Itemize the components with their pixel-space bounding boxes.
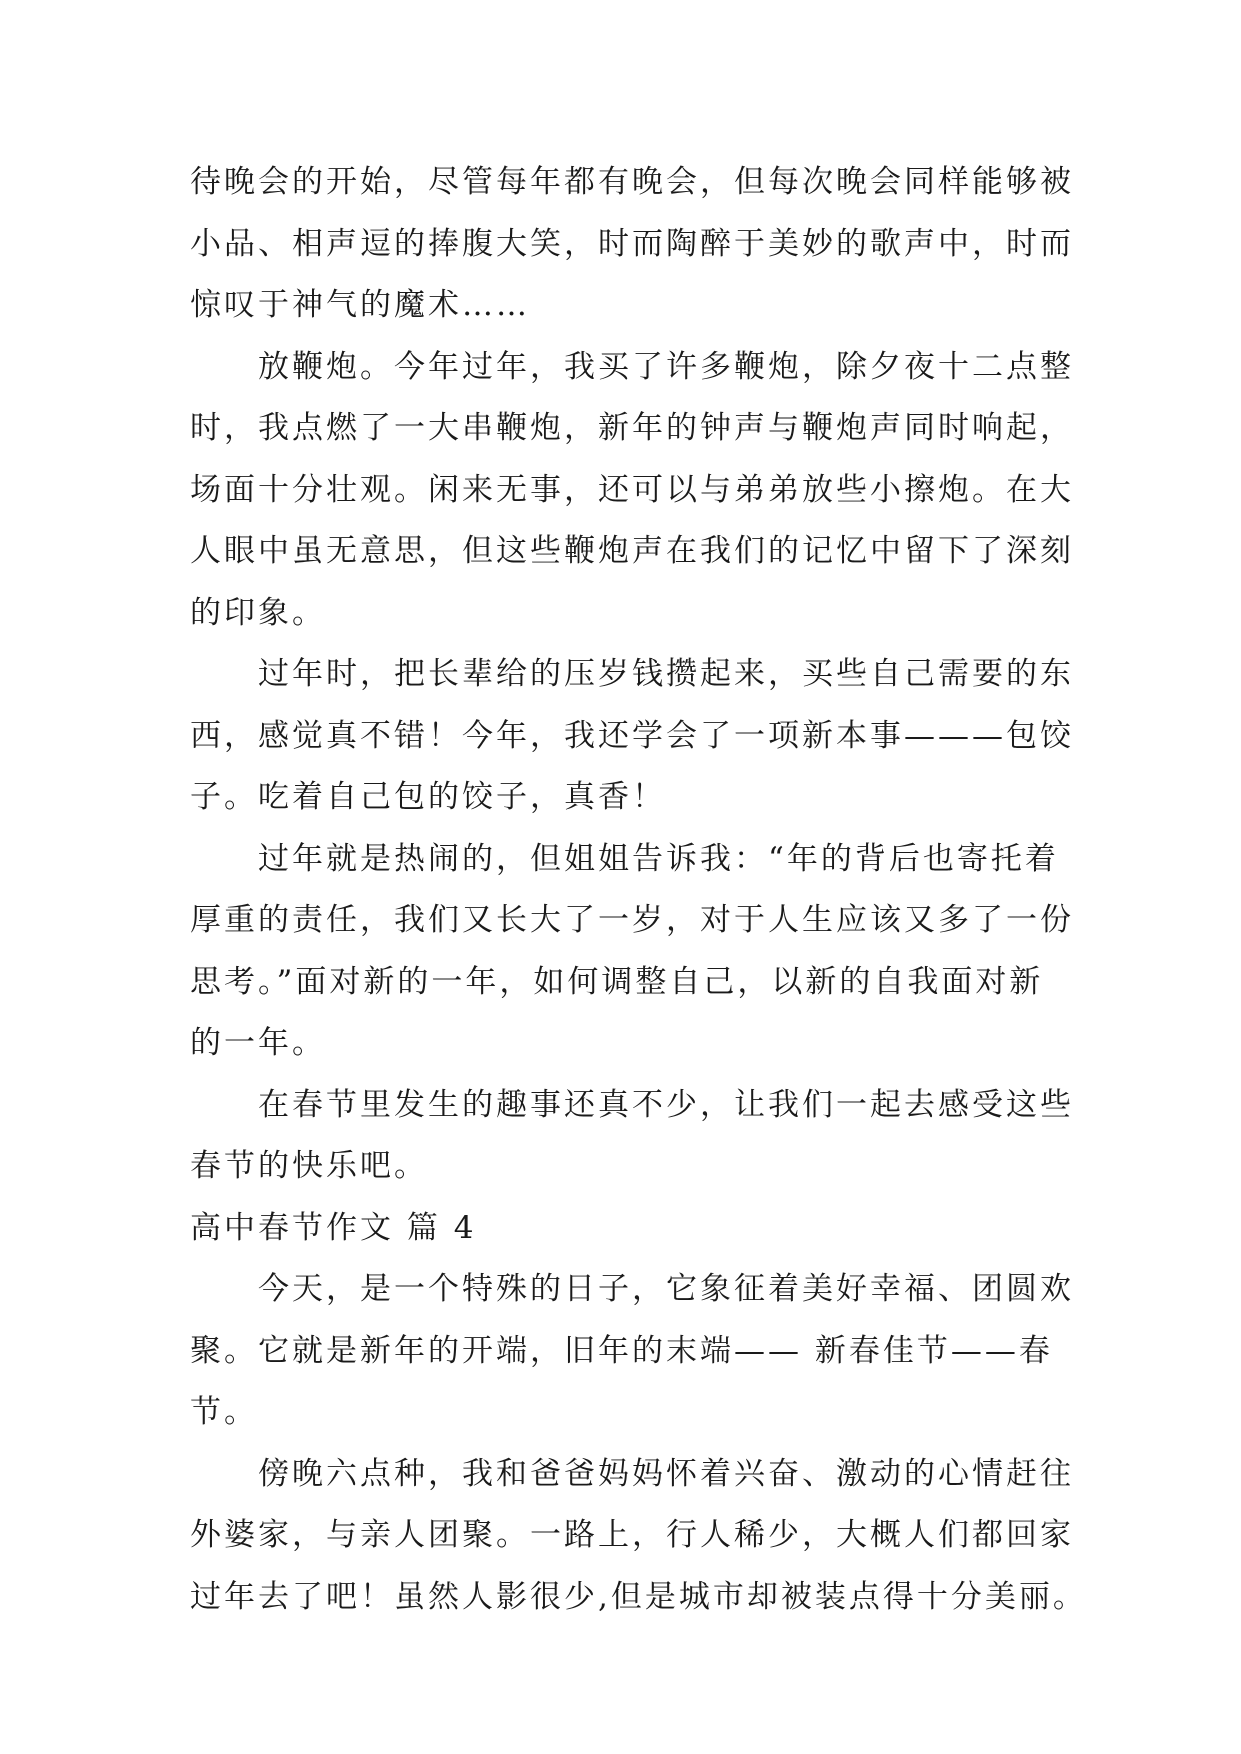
document-body (190, 152, 1087, 1628)
text-line: 子。吃着自己包的饺子，真香！ (190, 779, 666, 815)
text-line: 思考。”面对新的一年，如何调整自己，以新的自我面对新 (190, 963, 1044, 1000)
section-heading: 高中春节作文 篇 4 (190, 1209, 477, 1246)
text-line: 过年去了吧！虽然人影很少,但是城市却被装点得十分美丽。 (190, 1578, 1087, 1615)
text-line: 的印象。 (190, 594, 326, 631)
text-line: 小品、相声逗的捧腹大笑，时而陶醉于美妙的歌声中，时而 (190, 225, 1074, 262)
text-line: 外婆家，与亲人团聚。一路上，行人稀少，大概人们都回家 (190, 1517, 1074, 1553)
paragraph-start-line: 在春节里发生的趣事还真不少，让我们一起去感受这些 (258, 1086, 1074, 1123)
text-line: 时，我点燃了一大串鞭炮，新年的钟声与鞭炮声同时响起， (190, 410, 1074, 446)
text-line: 聚。它就是新年的开端，旧年的末端—— 新春佳节——春 (190, 1332, 1053, 1369)
text-line: 待晚会的开始，尽管每年都有晚会，但每次晚会同样能够被 (190, 164, 1074, 200)
text-line: 的一年。 (190, 1025, 326, 1061)
text-line: 西，感觉真不错！今年，我还学会了一项新本事———包饺 (190, 717, 1074, 754)
paragraph-start-line: 过年时，把长辈给的压岁钱攒起来，买些自己需要的东 (258, 656, 1074, 692)
text-line: 节。 (190, 1394, 258, 1430)
paragraph-start-line: 放鞭炮。今年过年，我买了许多鞭炮，除夕夜十二点整 (258, 348, 1074, 385)
text-line: 场面十分壮观。闲来无事，还可以与弟弟放些小擦炮。在大 (190, 471, 1074, 508)
paragraph-start-line: 过年就是热闹的，但姐姐告诉我：“年的背后也寄托着 (258, 840, 1059, 877)
text-line: 惊叹于神气的魔术…… (190, 287, 530, 323)
text-line: 厚重的责任，我们又长大了一岁，对于人生应该又多了一份 (190, 902, 1074, 938)
text-line: 人眼中虽无意思，但这些鞭炮声在我们的记忆中留下了深刻 (190, 533, 1074, 569)
text-line: 春节的快乐吧。 (190, 1148, 428, 1184)
paragraph-start-line: 今天，是一个特殊的日子，它象征着美好幸福、团圆欢 (258, 1271, 1074, 1307)
paragraph-start-line: 傍晚六点种，我和爸爸妈妈怀着兴奋、激动的心情赶往 (258, 1455, 1074, 1492)
